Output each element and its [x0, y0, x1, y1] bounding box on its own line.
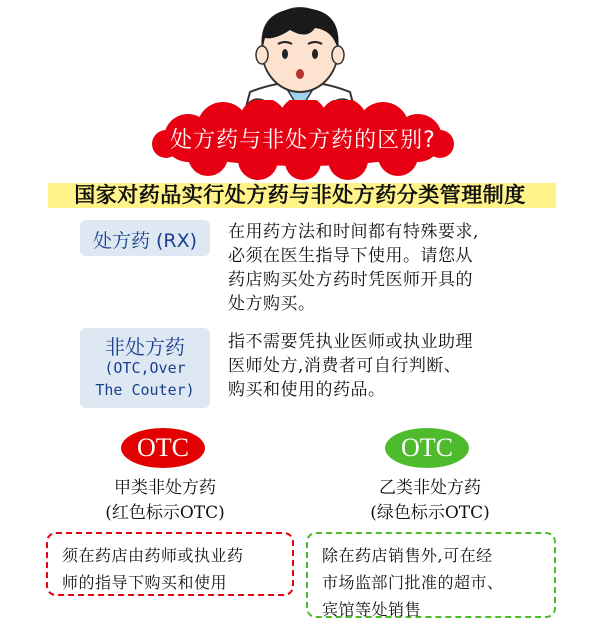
- class-a-note-line: 师的指导下购买和使用: [62, 573, 228, 592]
- otc-desc-line: 指不需要凭执业医师或执业助理: [228, 332, 473, 352]
- class-a-info: [70, 476, 260, 526]
- subtitle: 国家对药品实行处方药与非处方药分类管理制度: [74, 182, 526, 207]
- class-b-note-line: 市场监部门批准的超市、: [322, 573, 504, 592]
- banner-title: 处方药与非处方药的区别?: [170, 128, 436, 153]
- otc-label: 非处方药: [105, 335, 185, 359]
- rx-desc-line: 在用药方法和时间都有特殊要求,: [228, 222, 479, 242]
- class-b-info: [335, 476, 525, 526]
- rx-desc-line: 必须在医生指导下使用。请您从: [228, 246, 473, 266]
- class-b-note: [306, 532, 556, 618]
- class-a-note: [46, 532, 294, 596]
- otc-red-badge: OTC: [121, 428, 205, 468]
- class-b-note-line: 除在药店销售外,可在经: [322, 546, 493, 565]
- rx-label: 处方药 (RX): [92, 230, 198, 252]
- class-b-name: 乙类非处方药: [379, 478, 481, 498]
- otc-description: [228, 330, 548, 402]
- class-a-name: 甲类非处方药: [114, 478, 216, 498]
- otc-desc-line: 医师处方,消费者可自行判断、: [228, 356, 462, 376]
- otc-label-en-1: (OTC,Over: [104, 359, 186, 377]
- otc-green-badge: OTC: [385, 428, 469, 468]
- otc-desc-line: 购买和使用的药品。: [228, 380, 386, 400]
- class-b-note-line: 宾馆等处销售: [322, 600, 422, 619]
- class-a-mark: (红色标示OTC): [105, 503, 225, 523]
- class-a-note-line: 须在药店由药师或执业药: [62, 546, 244, 565]
- class-b-mark: (绿色标示OTC): [370, 503, 490, 523]
- rx-desc-line: 处方购买。: [228, 294, 316, 314]
- otc-label-en-2: The Couter): [95, 381, 195, 399]
- rx-desc-line: 药店购买处方药时凭医师开具的: [228, 270, 473, 290]
- rx-description: [228, 220, 548, 316]
